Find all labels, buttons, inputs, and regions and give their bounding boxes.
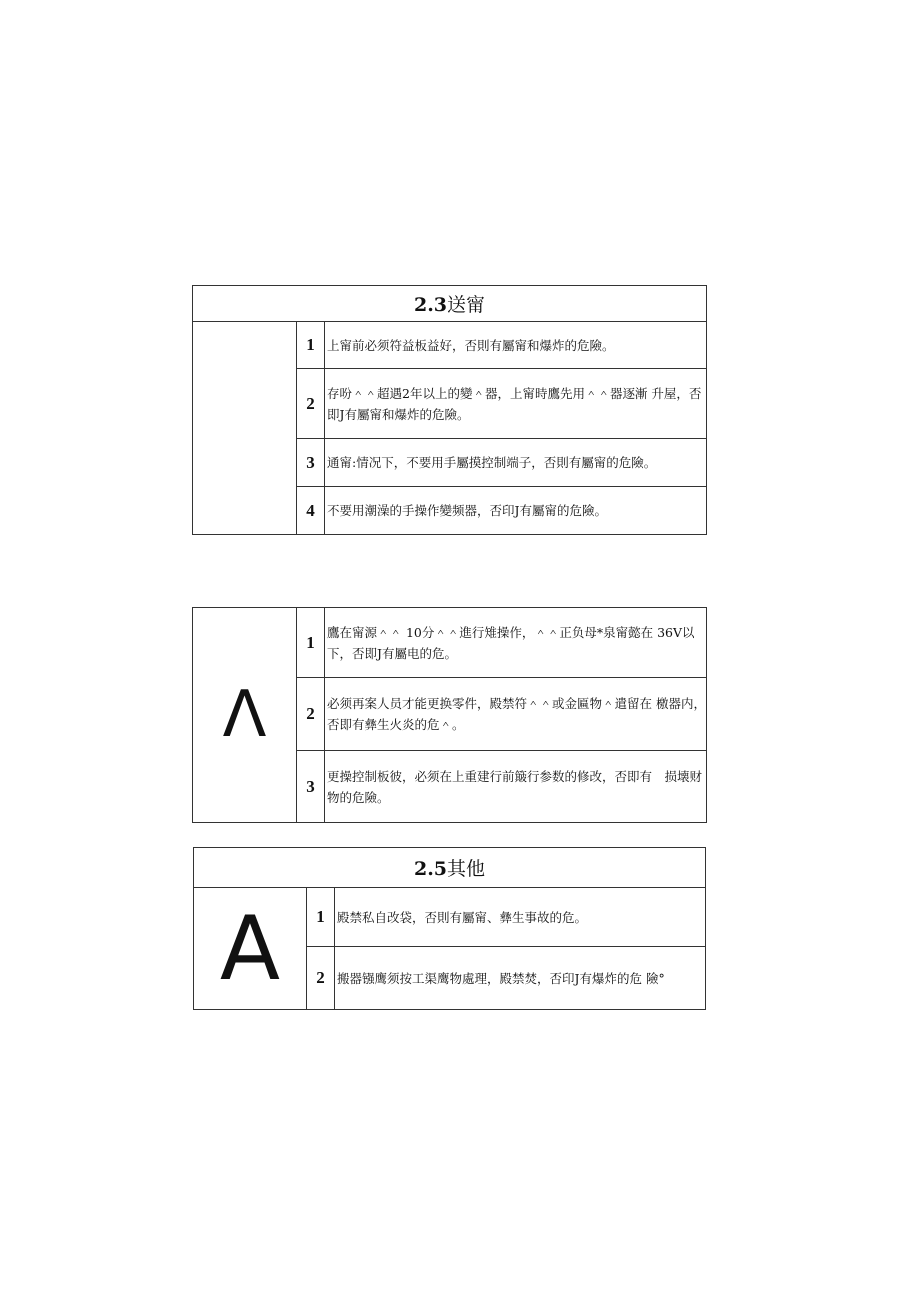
- item-text: 上甯前必须符益板益好，否則有屬甯和爆炸的危險。: [325, 322, 707, 369]
- item-text: 鷹在甯源＾＾ 10分＾＾進行雉操作，＾＾正负母*泉甯懿在 36V以下，否即J有屬电的危。: [325, 608, 707, 678]
- warning-icon-cell: [194, 888, 307, 1010]
- item-text: 必须再案人员才能更换零件，殿禁符＾＾或金匾物＾遣留在 檄器内，否即有彝生火炎的危＾。: [325, 678, 707, 751]
- item-number: 1: [297, 608, 325, 678]
- item-number: 3: [297, 439, 325, 487]
- section-heading: 其他: [447, 858, 486, 880]
- section-heading: 送甯: [447, 294, 486, 316]
- item-text: 通甯:情况下，不要用手屬摸控制端子，否則有屬甯的危險。: [325, 439, 707, 487]
- item-number: 2: [307, 947, 335, 1010]
- warning-icon-cell: [193, 322, 297, 535]
- warning-icon-cell: [193, 608, 297, 823]
- item-text: 殿禁私自改袋，否則有屬甯、彝生事故的危。: [335, 888, 706, 947]
- item-text: 搬器镪鹰须按工渠鹰物處理，殿禁焚，否印J有爆炸的危 險°: [335, 947, 706, 1010]
- section-2-3-table: [192, 285, 707, 535]
- item-text: 更操控制板彼，必须在上重建行前簸行参数的修改，否即有 损壊财物的危險。: [325, 751, 707, 823]
- item-number: 2: [297, 678, 325, 751]
- item-number: 2: [297, 369, 325, 439]
- item-number: 1: [307, 888, 335, 947]
- section-number: 2.5: [413, 858, 448, 880]
- section-title: [194, 848, 706, 888]
- item-number: 1: [297, 322, 325, 369]
- warning-icon: Λ: [222, 678, 267, 752]
- section-untitled-table: [192, 607, 707, 823]
- warning-icon: A: [219, 896, 281, 1000]
- item-text: 存吩＾＾超遇2年以上的變＾器，上甯時鷹先用＾＾器逐漸 升屋，否即J有屬甯和爆炸的危險。: [325, 369, 707, 439]
- section-number: 2.3: [413, 294, 448, 316]
- item-number: 3: [297, 751, 325, 823]
- section-title: [193, 286, 707, 322]
- item-text: 不要用潮澡的手操作變频器，否印J有屬甯的危險。: [325, 487, 707, 535]
- section-2-5-table: [193, 847, 706, 1010]
- item-number: 4: [297, 487, 325, 535]
